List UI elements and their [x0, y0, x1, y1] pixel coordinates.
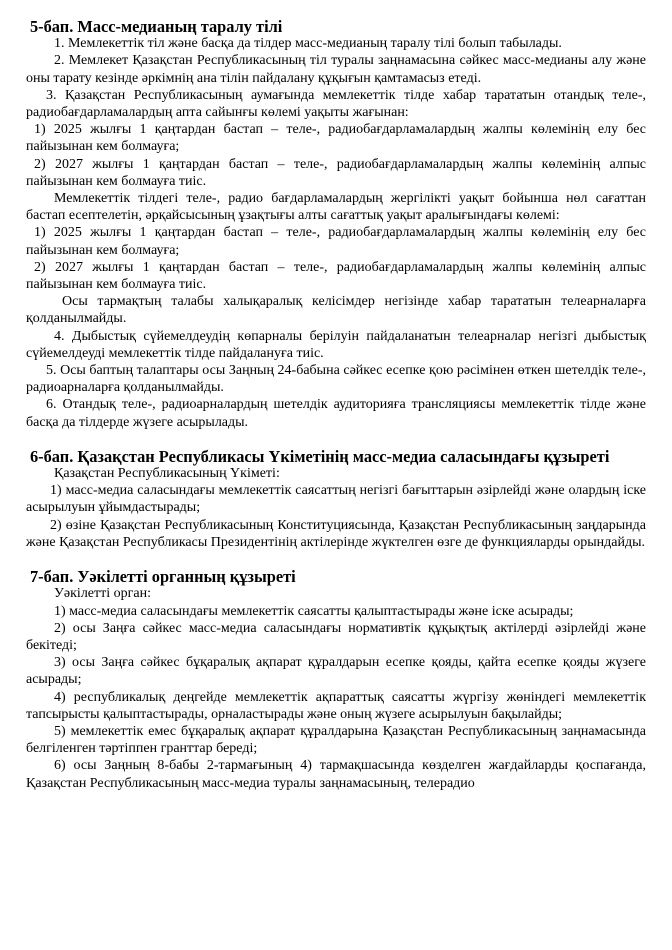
- section-6-heading: 6-бап. Қазақстан Республикасы Үкіметінің масс-медиа саласындағы құзыреті: [30, 446, 610, 466]
- section-7-list-item: 1) масс-медиа саласындағы мемлекеттік саясатты қалыптастырады және іске асырады;: [54, 603, 574, 619]
- section-5-paragraph: 1. Мемлекеттік тіл және басқа да тілдер масс-медианың таралу тілі болып табылады.: [54, 36, 562, 52]
- section-5-heading: 5-бап. Масс-медианың таралу тілі: [30, 17, 283, 36]
- section-6-list-item: 2) өзіне Қазақстан Республикасының Конституциясында, Қазақстан Республикасының заңдарында және Қазақстан Республикасы Президентінің актілерінде жүктелген өзге де функцияларды орындайды.: [26, 517, 646, 550]
- section-6-list-item: 1) масс-медиа саласындағы мемлекеттік саясаттың негізгі бағыттарын әзірлейді және олардың іске асырылуын ұйымдастырады;: [26, 483, 646, 516]
- section-7-list-item: 2) осы Заңға сәйкес масс-медиа саласындағы нормативтік құқықтық актілерді әзірлейді және бекітеді;: [26, 620, 646, 653]
- section-5-paragraph: 4. Дыбыстық сүйемелдеудің көпарналы берілуін пайдаланатын телеарналар негізгі дыбыстық сүйемелдеуді мемлекеттік тілде пайдалануға тиіс.: [26, 328, 646, 361]
- section-5-paragraph: 5. Осы баптың талаптары осы Заңның 24-бабына сәйкес есепке қою рәсімінен өткен шетелдік теле-, радиоарналарға қолданылмайды.: [26, 363, 646, 396]
- section-5-paragraph: Осы тармақтың талабы халықаралық келісімдер негізінде хабар тарататын телеарналарға қолданылмайды.: [26, 294, 646, 327]
- section-7-list-item: 3) осы Заңға сәйкес бұқаралық ақпарат құралдарын есепке қояды, қайта есепке қояды жүзеге асырады;: [26, 655, 646, 688]
- section-5-list-item: 1) 2025 жылғы 1 қаңтардан бастап – теле-, радиобағдарламалардың жалпы көлемінің елу бес пайызынан кем болмауға;: [26, 122, 646, 155]
- section-5-list-item: 1) 2025 жылғы 1 қаңтардан бастап – теле-, радиобағдарламалардың жалпы көлемінің елу бес пайызынан кем болмауға;: [26, 225, 646, 258]
- section-5-paragraph: 2. Мемлекет Қазақстан Республикасының тіл туралы заңнамасына сәйкес масс-медианы алу және оны тарату кезінде әркімнің ана тілін пайдалану құқығын қамтамасыз етеді.: [26, 53, 646, 86]
- section-7-list-item: 6) осы Заңның 8-бабы 2-тармағының 4) тармақшасында көзделген жағдайларды қоспағанда, Қазақстан Республикасының масс-медиа туралы заңнамасының, телерадио: [26, 758, 646, 791]
- document-page: [26, 18, 646, 792]
- section-5-list-item: 2) 2027 жылғы 1 қаңтардан бастап – теле-, радиобағдарламалардың жалпы көлемінің алпыс пайызынан кем болмауға тиіс.: [26, 259, 646, 293]
- section-6-paragraph: Қазақстан Республикасының Үкіметі:: [54, 466, 280, 482]
- section-7-paragraph: Уәкілетті орган:: [54, 586, 151, 602]
- section-5-list-item: 2) 2027 жылғы 1 қаңтардан бастап – теле-, радиобағдарламалардың жалпы көлемінің алпыс пайызынан кем болмауға тиіс.: [26, 156, 646, 189]
- section-5-paragraph: 6. Отандық теле-, радиоарналардың шетелдік аудиторияға трансляциясы мемлекеттік тілде және басқа да тілдерде жүзеге асырылады.: [26, 397, 646, 430]
- section-5-paragraph: Мемлекеттік тілдегі теле-, радио бағдарламалардың жергілікті уақыт бойынша нөл сағаттан бастап есептелетін, әрқайсысының ұзақтығы алты сағаттық уақыт аралығындағы көлемі:: [26, 191, 646, 224]
- section-5-paragraph: 3. Қазақстан Республикасының аумағында мемлекеттік тілде хабар тарататын отандық теле-, радиобағдарламалардың апта сайынғы көлемі уақыты жағынан:: [26, 87, 646, 121]
- section-7-list-item: 5) мемлекеттік емес бұқаралық ақпарат құралдарына Қазақстан Республикасының заңнамасында белгіленген тәртіппен гранттар береді;: [26, 723, 646, 757]
- section-7-list-item: 4) республикалық деңгейде мемлекеттік ақпараттық саясатты жүргізу жөніндегі мемлекеттік тапсырысты қалыптастырады, орналастырады және оның жүзеге асырылуын бақылайды;: [26, 689, 646, 722]
- section-7-heading: 7-бап. Уәкілетті органның құзыреті: [30, 567, 296, 587]
